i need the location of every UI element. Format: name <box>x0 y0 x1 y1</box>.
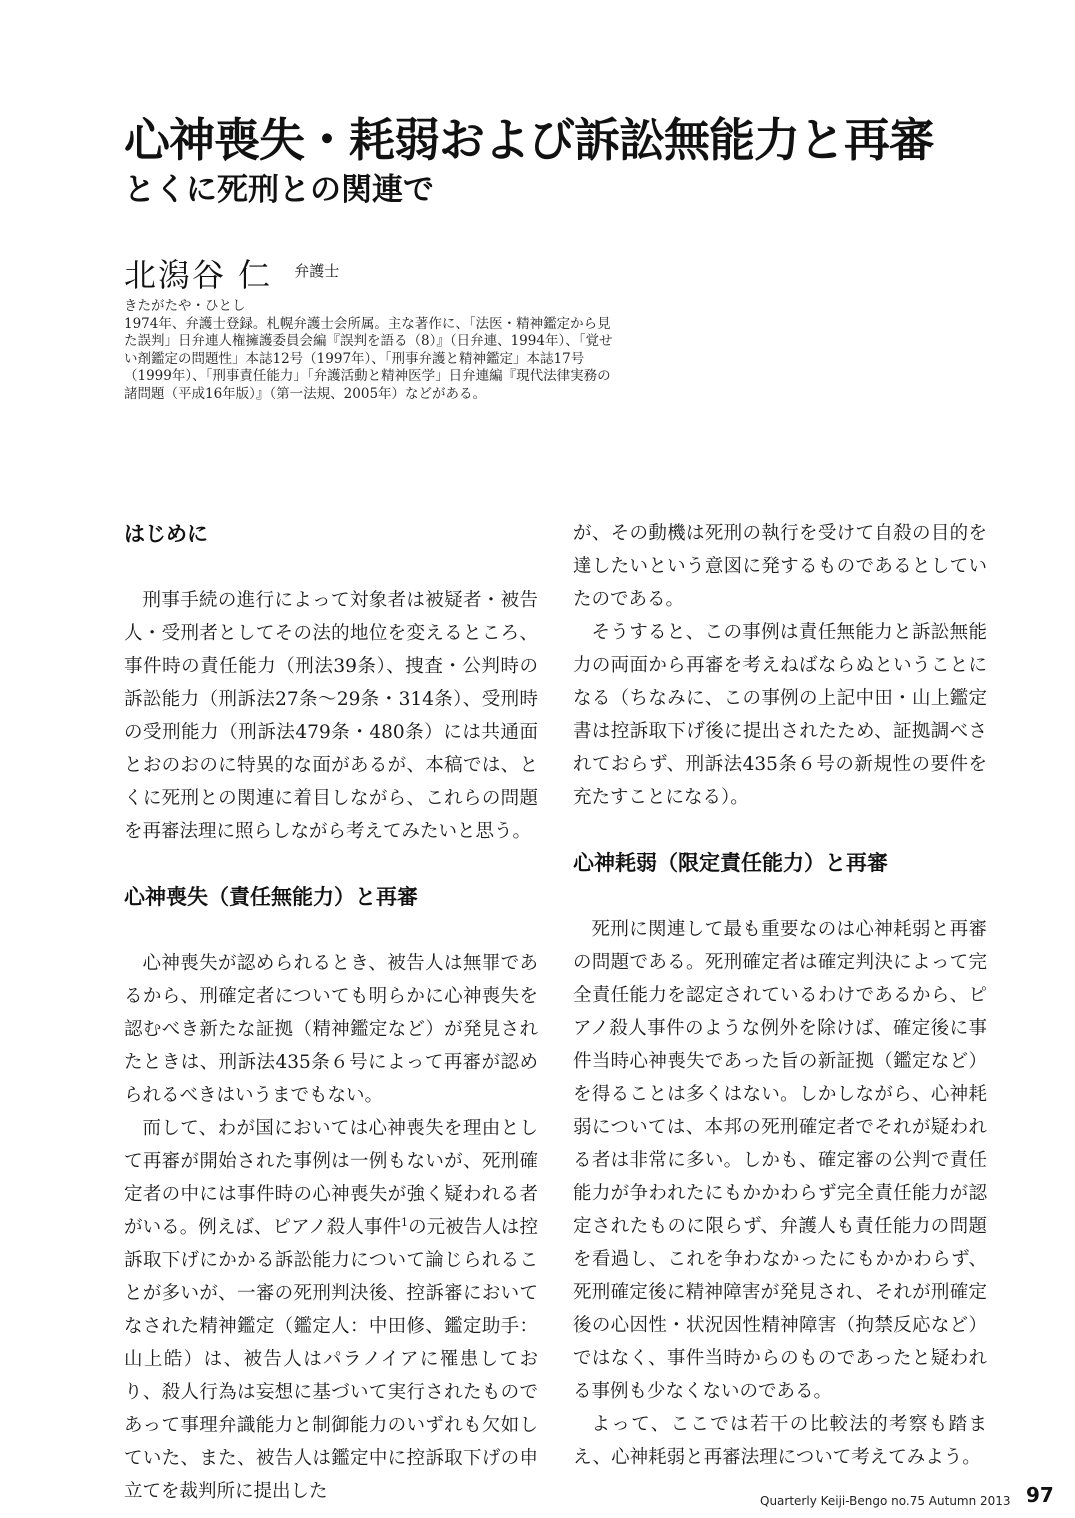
insanity-paragraph-2 <box>124 1112 538 1508</box>
author-bio <box>124 298 614 403</box>
section-heading-intro: はじめに <box>124 522 208 546</box>
section-heading-insanity: 心神喪失（責任無能力）と再審 <box>124 885 418 909</box>
insanity-paragraph-2-b: の元被告人は控訴取下げにかかる訴訟能力について論じられることが多いが、一審の死刑判決後、控訴審においてなされた精神鑑定（鑑定人：中田修、鑑定助手：山上皓）は、被告人はパラノイアに罹患しており、殺人行為は妄想に基づいて実行されたものであって事理弁識能力と制御能力のいずれも欠如していた、また、被告人は鑑定中に控訴取下げの申立てを裁判所に提出した <box>124 1217 538 1502</box>
intro-paragraph: 刑事手続の進行によって対象者は被疑者・被告人・受刑者としてその法的地位を変えるところ、事件時の責任能力（刑法39条）、捜査・公判時の訴訟能力（刑訴法27条〜29条・314条）、受刑時の受刑能力（刑訴法479条・480条）には共通面とおのおのに特異的な面があるが、本稿では、とくに死刑との関連に着目しながら、これらの問題を再審法理に照らしながら考えてみたいと思う。 <box>124 590 538 842</box>
author-reading: きたがたや・ひとし <box>124 298 246 314</box>
page-number: 97 <box>1026 1483 1054 1507</box>
diminished-paragraph-2: よって、ここでは若干の比較法的考察も踏まえ、心神耗弱と再審法理について考えてみよう。 <box>573 1414 987 1468</box>
page-footer <box>760 1483 1054 1509</box>
author-line <box>124 255 339 295</box>
footnote-ref[interactable]: 1 <box>401 1215 409 1229</box>
diminished-paragraph-1: 死刑に関連して最も重要なのは心神耗弱と再審の問題である。死刑確定者は確定判決によって完全責任能力を認定されているわけであるから、ピアノ殺人事件のような例外を除けば、確定後に事件当時心神喪失であった旨の新証拠（鑑定など）を得ることは多くはない。しかしながら、心神耗弱については、本邦の死刑確定者でそれが疑われる者は非常に多い。しかも、確定審の公判で責任能力が争われたにもかかわらず完全責任能力が認定されたものに限らず、弁護人も責任能力の問題を看過し、これを争わなかったにもかかわらず、死刑確定後に精神障害が発見され、それが刑確定後の心因性・状況因性精神障害（拘禁反応など）ではなく、事件当時からのものであったと疑われる事例も少なくないのである。 <box>573 919 987 1402</box>
insanity-paragraph-1: 心神喪失が認められるとき、被告人は無罪であるから、刑確定者についても明らかに心神喪失を認むべき新たな証拠（精神鑑定など）が発見されたときは、刑訴法435条６号によって再審が認められるべきはいうまでもない。 <box>124 953 538 1106</box>
left-column <box>124 518 538 1508</box>
author-name: 北潟谷 仁 <box>124 256 273 294</box>
author-bio-text: 1974年、弁護士登録。札幌弁護士会所属。主な著作に、「法医・精神鑑定から見た誤判」日弁連人権擁護委員会編『誤判を語る（8）』（日弁連、1994年）、「覚せい剤鑑定の問題性」本誌12号（1997年）、「刑事弁護と精神鑑定」本誌17号（1999年）、「刑事責任能力」「弁護活動と精神医学」日弁連編『現代法律実務の諸問題（平成16年版）』（第一法規、2005年）などがある。 <box>124 315 613 402</box>
insanity-paragraph-3: が、その動機は死刑の執行を受けて自殺の目的を達したいという意図に発するものであるとしていたのである。 <box>573 523 987 610</box>
article-subtitle: とくに死刑との関連で <box>124 172 434 208</box>
article-title: 心神喪失・耗弱および訴訟無能力と再審 <box>124 113 934 167</box>
insanity-paragraph-4: そうすると、この事例は責任無能力と訴訟無能力の両面から再審を考えねばならぬということになる（ちなみに、この事例の上記中田・山上鑑定書は控訴取下げ後に提出されたため、証拠調べされておらず、刑訴法435条６号の新規性の要件を充たすことになる）。 <box>573 622 987 808</box>
section-heading-diminished: 心神耗弱（限定責任能力）と再審 <box>573 851 888 875</box>
journal-name: Quarterly Keiji-Bengo no.75 Autumn 2013 <box>760 1494 1011 1508</box>
insanity-paragraph-2-a: 而して、わが国においては心神喪失を理由として再審が開始された事例は一例もないが、死刑確定者の中には事件時の心神喪失が強く疑われる者がいる。例えば、ピアノ殺人事件 <box>124 1118 538 1238</box>
author-role: 弁護士 <box>294 262 340 280</box>
right-column <box>573 517 987 1474</box>
